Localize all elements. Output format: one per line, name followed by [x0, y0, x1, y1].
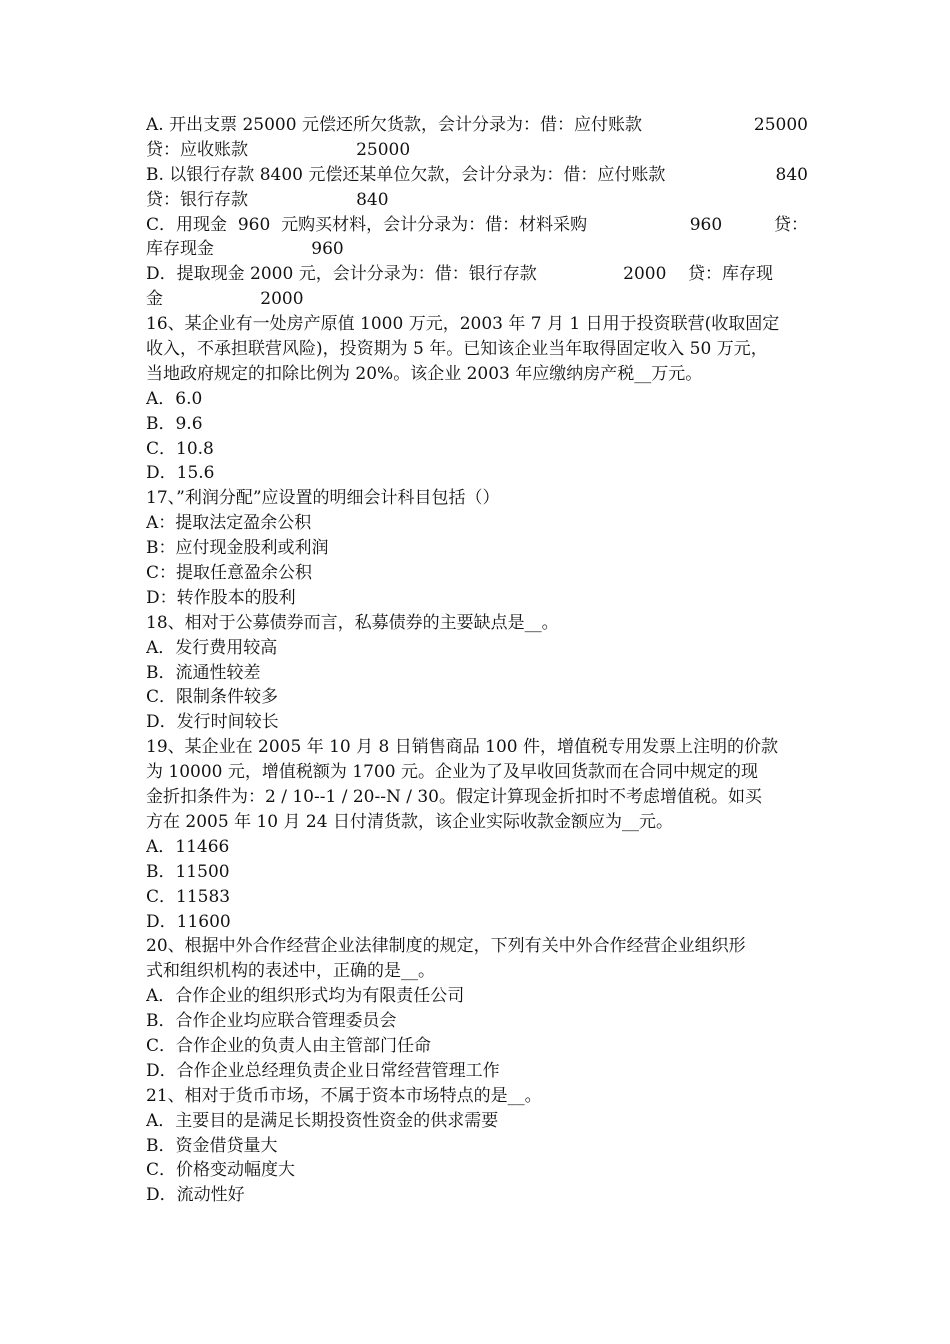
answer-option: C．10.8 [146, 438, 214, 459]
answer-option: D．15.6 [146, 463, 215, 484]
answer-option: C．限制条件较多 [146, 687, 279, 708]
answer-option: D．11600 [146, 911, 231, 932]
answer-option: A．6.0 [146, 388, 203, 409]
answer-option: B．合作企业均应联合管理委员会 [146, 1011, 397, 1032]
question-text: 方在 2005 年 10 月 24 日付清货款，该企业实际收款金额应为__元。 [146, 811, 673, 832]
line-amount: 贷： [774, 214, 808, 235]
document-page [146, 113, 808, 1208]
answer-option: D．流动性好 [146, 1185, 245, 1206]
answer-option: C．价格变动幅度大 [146, 1160, 296, 1181]
answer-option: C．合作企业的负责人由主管部门任命 [146, 1035, 432, 1056]
question-text: 21、相对于货币市场，不属于资本市场特点的是__。 [146, 1085, 542, 1106]
text-line: D．提取现金 2000 元，会计分录为：借：银行存款 2000 贷：库存现 [146, 264, 774, 285]
answer-option: B：应付现金股利或利润 [146, 538, 329, 559]
line-text: B. 以银行存款 8400 元偿还某单位欠款，会计分录为：借：应付账款 [146, 164, 666, 185]
text-line: 金 2000 [146, 289, 304, 310]
question-text: 收入，不承担联营风险)，投资期为 5 年。已知该企业当年取得固定收入 50 万元， [146, 339, 768, 360]
answer-option: B．11500 [146, 861, 230, 882]
answer-option: B．资金借贷量大 [146, 1135, 278, 1156]
answer-option: A．主要目的是满足长期投资性资金的供求需要 [146, 1110, 499, 1131]
text-line: 贷：应收账款 25000 [146, 139, 411, 160]
question-text: 当地政府规定的扣除比例为 20%。该企业 2003 年应缴纳房产税__万元。 [146, 363, 703, 384]
text-line [146, 113, 808, 138]
answer-option: C．11583 [146, 886, 231, 907]
answer-option: B．流通性较差 [146, 662, 261, 683]
text-line: 贷：银行存款 840 [146, 189, 389, 210]
question-text: 19、某企业在 2005 年 10 月 8 日销售商品 100 件，增值税专用发票上注明的价款 [146, 737, 779, 758]
text-line [146, 213, 808, 238]
line-text: C．用现金 960 元购买材料，会计分录为：借：材料采购 960 [146, 214, 723, 235]
question-text: 式和组织机构的表述中，正确的是__。 [146, 961, 435, 982]
answer-option: A．11466 [146, 836, 230, 857]
text-line [146, 163, 808, 188]
question-text: 18、相对于公募债券而言，私募债券的主要缺点是__。 [146, 612, 559, 633]
answer-option: A．合作企业的组织形式均为有限责任公司 [146, 986, 465, 1007]
answer-option: A：提取法定盈余公积 [146, 513, 312, 534]
question-text: 20、根据中外合作经营企业法律制度的规定，下列有关中外合作经营企业组织形 [146, 936, 746, 957]
line-amount: 25000 [753, 115, 808, 135]
question-text: 金折扣条件为：2 / 10--1 / 20--N / 30。假定计算现金折扣时不考虑增值税。如买 [146, 787, 762, 808]
question-text: 16、某企业有一处房产原值 1000 万元，2003 年 7 月 1 日用于投资联营(收取固定 [146, 314, 780, 335]
question-text: 17、”利润分配”应设置的明细会计科目包括（） [146, 488, 500, 509]
answer-option: C：提取任意盈余公积 [146, 563, 313, 584]
text-line: 库存现金 960 [146, 239, 344, 260]
answer-option: D：转作股本的股利 [146, 587, 296, 608]
answer-option: A．发行费用较高 [146, 637, 278, 658]
answer-option: B．9.6 [146, 413, 203, 434]
answer-option: D．合作企业总经理负责企业日常经营管理工作 [146, 1060, 500, 1081]
line-amount: 840 [775, 164, 808, 185]
question-text: 为 10000 元，增值税额为 1700 元。企业为了及早收回货款而在合同中规定的现 [146, 762, 758, 783]
answer-option: D．发行时间较长 [146, 712, 279, 733]
line-text: A. 开出支票 25000 元偿还所欠货款，会计分录为：借：应付账款 [146, 115, 642, 135]
